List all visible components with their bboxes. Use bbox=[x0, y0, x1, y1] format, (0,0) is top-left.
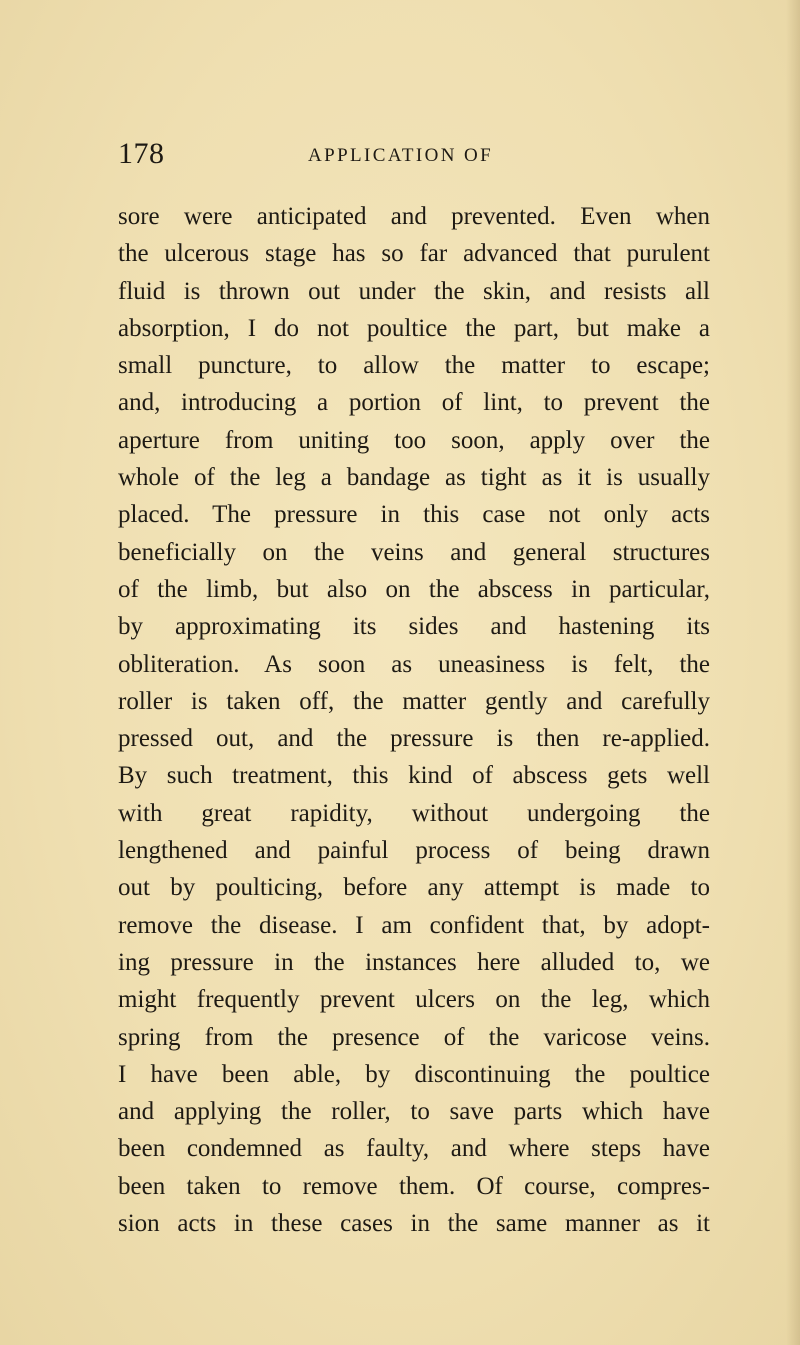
text-line: remove the disease. I am confident that, by adopt- bbox=[118, 911, 710, 939]
text-line: sore were anticipated and prevented. Even when bbox=[118, 203, 710, 230]
text-line: by approximating its sides and hastening its bbox=[118, 613, 710, 641]
text-line: lengthened and painful process of being drawn bbox=[118, 837, 710, 865]
text-line: ing pressure in the instances here alluded to, we bbox=[118, 948, 710, 976]
text-line: spring from the presence of the varicose veins. bbox=[118, 1023, 710, 1051]
page-number: 178 bbox=[118, 137, 165, 170]
text-line: fluid is thrown out under the skin, and resists all bbox=[118, 277, 710, 305]
text-line: beneficially on the veins and general structures bbox=[118, 538, 710, 566]
text-line: small puncture, to allow the matter to escape; bbox=[118, 352, 710, 380]
text-line: obliteration. As soon as uneasiness is felt, the bbox=[118, 650, 710, 678]
text-line: whole of the leg a bandage as tight as it is usually bbox=[118, 464, 710, 492]
text-line: the ulcerous stage has so far advanced that purulent bbox=[118, 240, 710, 268]
text-line: pressed out, and the pressure is then re-applied. bbox=[118, 725, 710, 753]
running-head bbox=[118, 136, 718, 172]
text-line: sion acts in these cases in the same manner as it bbox=[118, 1210, 710, 1238]
text-line: been condemned as faulty, and where steps have bbox=[118, 1135, 710, 1163]
text-line: aperture from uniting too soon, apply over the bbox=[118, 426, 710, 454]
text-line: By such treatment, this kind of abscess gets well bbox=[118, 762, 710, 790]
text-line: out by poulticing, before any attempt is made to bbox=[118, 874, 710, 902]
text-line: I have been able, by discontinuing the poultice bbox=[118, 1060, 710, 1088]
text-line: of the limb, but also on the abscess in particular, bbox=[118, 575, 710, 603]
text-line: with great rapidity, without undergoing the bbox=[118, 799, 710, 827]
text-line: and, introducing a portion of lint, to prevent the bbox=[118, 389, 710, 417]
text-line: placed. The pressure in this case not only acts bbox=[118, 501, 710, 529]
text-line: might frequently prevent ulcers on the leg, which bbox=[118, 986, 710, 1014]
running-title: APPLICATION OF bbox=[308, 145, 494, 166]
text-line: and applying the roller, to save parts which have bbox=[118, 1098, 710, 1126]
body-text bbox=[118, 198, 710, 1242]
text-line: been taken to remove them. Of course, compres- bbox=[118, 1172, 710, 1200]
text-line: roller is taken off, the matter gently and carefully bbox=[118, 687, 710, 715]
page-edge-shadow bbox=[786, 0, 800, 1345]
text-line: absorption, I do not poultice the part, but make a bbox=[118, 314, 710, 342]
